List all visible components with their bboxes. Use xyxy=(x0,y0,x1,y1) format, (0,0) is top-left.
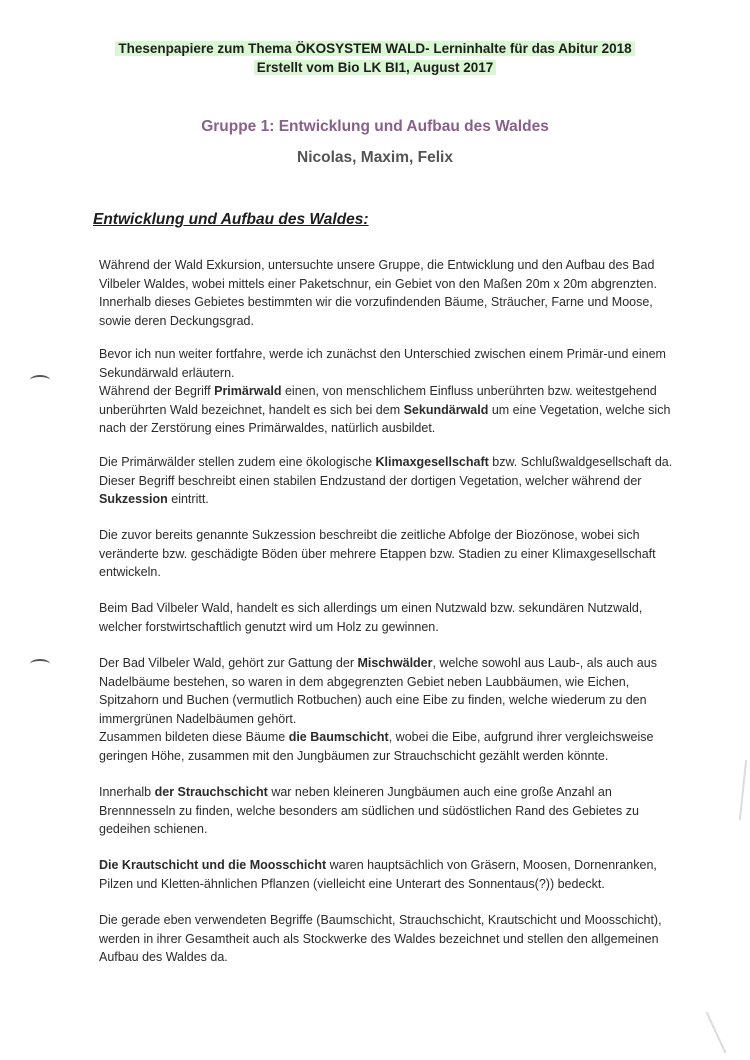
scan-edge-mark xyxy=(739,760,747,820)
paragraph-1: Während der Wald Exkursion, untersuchte unsere Gruppe, die Entwicklung und den Aufbau des Bad Vilbeler Waldes, wobei mittels einer Paketschnur, ein Gebiet von den Maßen 20m x 20m abgrenzten. Innerhalb dieses Gebietes bestimmten wir die vorzufindenden Bäume, Sträucher, Farne und Moose, sowie deren Deckungsgrad. xyxy=(99,258,657,328)
paragraph-3: Die Primärwälder stellen zudem eine ökologische Klimaxgesellschaft bzw. Schlußwaldgesellschaft da. Dieser Begriff beschreibt einen stabilen Endzustand der dortigen Vegetation, welcher während der Sukzession eintritt. xyxy=(99,455,673,506)
paragraph-9: Die gerade eben verwendeten Begriffe (Baumschicht, Strauchschicht, Krautschicht und Moosschicht), werden in ihrer Gesamtheit auch als Stockwerke des Waldes bezeichnet und stellen den allgemeinen Aufbau des Waldes da. xyxy=(99,913,662,964)
group-title: Gruppe 1: Entwicklung und Aufbau des Waldes xyxy=(201,118,549,135)
section-title: Entwicklung und Aufbau des Waldes: xyxy=(93,211,369,228)
header-line-2: Erstellt vom Bio LK BI1, August 2017 xyxy=(0,60,750,75)
paragraph-7: Innerhalb der Strauchschicht war neben kleineren Jungbäumen auch eine große Anzahl an Brennnesseln zu finden, welche besonders am südlichen und südöstlichen Rand des Gebietes zu gedeihen schienen. xyxy=(99,785,639,836)
paragraph-5: Beim Bad Vilbeler Wald, handelt es sich allerdings um einen Nutzwald bzw. sekundären Nutzwald, welcher forstwirtschaftlich genutzt wird um Holz zu gewinnen. xyxy=(99,601,643,634)
paragraph-2: Bevor ich nun weiter fortfahre, werde ich zunächst den Unterschied zwischen einem Primär-und einem Sekundärwald erläutern. Während der Begriff Primärwald einen, von menschlichem Einfluss unberührten bzw. weitestgehend unberührten Wald bezeichnet, handelt es sich bei dem Sekundärwald um eine Vegetation, welche sich nach der Zerstörung eines Primärwaldes, natürlich ausbildet. xyxy=(99,347,671,435)
paragraph-8: Die Krautschicht und die Moosschicht waren hauptsächlich von Gräsern, Moosen, Dornenranken, Pilzen und Kletten-ähnlichen Pflanzen (vielleicht eine Unterart des Sonnentaus(?)) bedeckt. xyxy=(99,858,657,891)
paragraph-4: Die zuvor bereits genannte Sukzession beschreibt die zeitliche Abfolge der Biozönose, wobei sich veränderte bzw. geschädigte Böden über mehrere Etappen bzw. Stadien zu einer Klimaxgesellschaft entwickeln. xyxy=(99,528,656,579)
author-names: Nicolas, Maxim, Felix xyxy=(297,149,453,166)
paragraph-6: Der Bad Vilbeler Wald, gehört zur Gattung der Mischwälder, welche sowohl aus Laub-, als auch aus Nadelbäume bestehen, so waren in dem abgegrenzten Gebiet neben Laubbäumen, wie Eichen, Spitzahorn und Buchen (vermutlich Rotbuchen) auch eine Eibe zu finden, welche wiederum zu den immergrünen Nadelbäumen gehört. Zusammen bildeten diese Bäume die Baumschicht, wobei die Eibe, aufgrund ihrer vergleichsweise geringen Höhe, zusammen mit den Jungbäumen zur Strauchschicht gezählt werden könnte. xyxy=(99,656,657,763)
header-line-1: Thesenpapiere zum Thema ÖKOSYSTEM WALD- Lerninhalte für das Abitur 2018 xyxy=(0,41,750,56)
scan-edge-mark-bottom xyxy=(706,1012,727,1054)
punch-hole-mark-upper xyxy=(30,375,50,385)
punch-hole-mark-lower xyxy=(30,659,50,669)
